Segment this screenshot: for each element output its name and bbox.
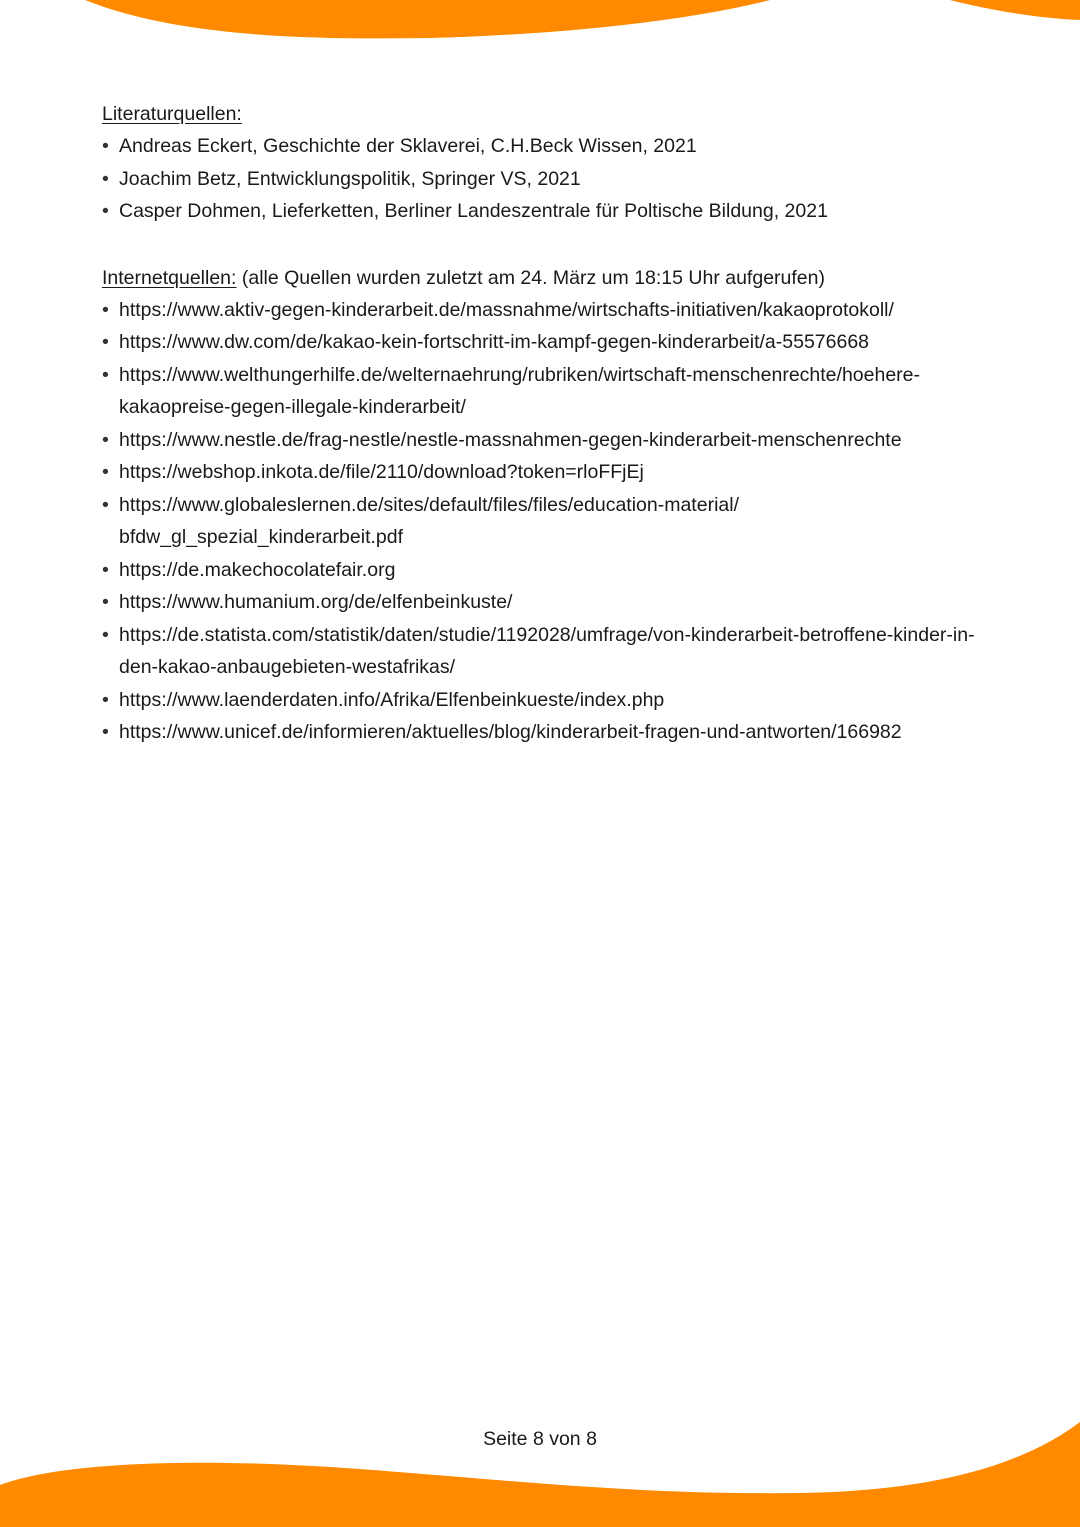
internet-source-link[interactable]: • https://www.nestle.de/frag-nestle/nestle-massnahmen-gegen-kinderarbeit-menschenrechte <box>102 424 982 457</box>
internet-source-link[interactable]: • https://www.welthungerhilfe.de/welternaehrung/rubriken/wirtschaft-menschenrechte/hoehere-kakaopreise-gegen-illegale-kinderarbeit/ <box>102 359 982 424</box>
sources-content <box>102 98 982 749</box>
internet-source-link[interactable]: • https://de.statista.com/statistik/daten/studie/1192028/umfrage/von-kinderarbeit-betroffene-kinder-in-den-kakao-anbaugebieten-westafrikas/ <box>102 619 982 684</box>
internet-source-link[interactable]: • https://www.aktiv-gegen-kinderarbeit.de/massnahme/wirtschafts-initiativen/kakaoprotokoll/ <box>102 294 982 327</box>
page-number: Seite 8 von 8 <box>483 1428 597 1450</box>
literature-heading-line <box>102 98 982 130</box>
bottom-wave-shape <box>0 1422 1080 1527</box>
literature-item: • Andreas Eckert, Geschichte der Sklaverei, C.H.Beck Wissen, 2021 <box>102 130 982 163</box>
internet-source-link[interactable]: • https://webshop.inkota.de/file/2110/download?token=rloFFjEj <box>102 456 982 489</box>
internet-list <box>102 294 982 749</box>
literature-item: • Casper Dohmen, Lieferketten, Berliner Landeszentrale für Poltische Bildung, 2021 <box>102 195 982 228</box>
literature-list <box>102 130 982 228</box>
internet-source-link[interactable]: • https://www.humanium.org/de/elfenbeinkuste/ <box>102 586 982 619</box>
internet-access-note: (alle Quellen wurden zuletzt am 24. März um 18:15 Uhr aufgerufen) <box>236 266 825 289</box>
literature-item: • Joachim Betz, Entwicklungspolitik, Springer VS, 2021 <box>102 163 982 196</box>
bottom-wave-decoration <box>0 1417 1080 1527</box>
top-wave-right <box>950 0 1080 20</box>
internet-heading: Internetquellen: <box>102 266 237 289</box>
literature-section <box>102 98 982 228</box>
internet-source-link[interactable]: • https://www.globaleslernen.de/sites/default/files/files/education-material/ bfdw_gl_spezial_kinderarbeit.pdf <box>102 489 982 554</box>
top-wave-left <box>85 0 770 38</box>
section-spacer <box>102 228 982 262</box>
internet-source-link[interactable]: • https://www.laenderdaten.info/Afrika/Elfenbeinkueste/index.php <box>102 684 982 717</box>
internet-source-link[interactable]: • https://www.dw.com/de/kakao-kein-fortschritt-im-kampf-gegen-kinderarbeit/a-55576668 <box>102 326 982 359</box>
internet-heading-line <box>102 262 982 294</box>
literature-heading: Literaturquellen: <box>102 103 242 125</box>
internet-source-link[interactable]: • https://de.makechocolatefair.org <box>102 554 982 587</box>
internet-section <box>102 262 982 749</box>
top-wave-decoration <box>0 0 1080 60</box>
internet-source-link[interactable]: • https://www.unicef.de/informieren/aktuelles/blog/kinderarbeit-fragen-und-antworten/166982 <box>102 716 982 749</box>
